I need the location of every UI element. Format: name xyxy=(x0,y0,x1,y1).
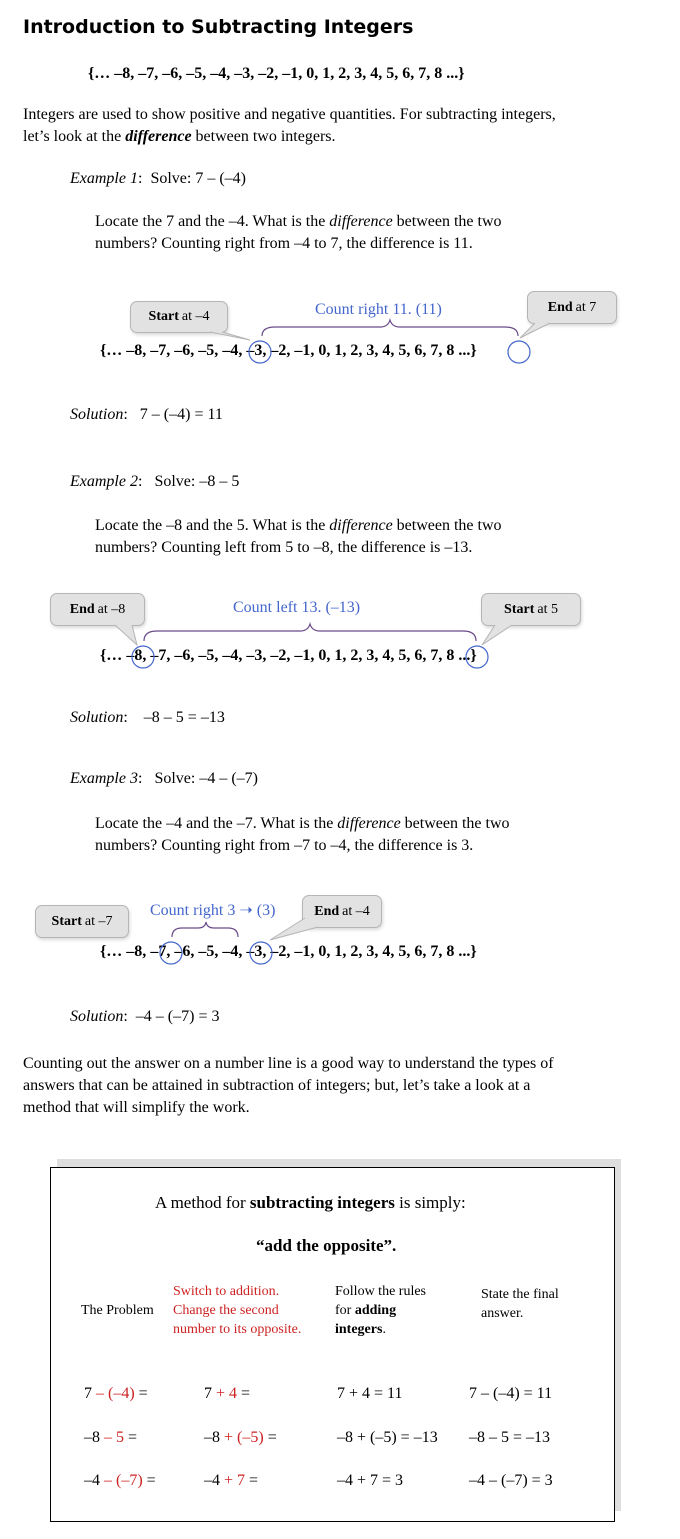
table-row xyxy=(84,1385,148,1403)
header-switch-1: Switch to addition. xyxy=(173,1284,280,1299)
ex1-desc-emph: difference xyxy=(329,213,393,230)
method-rule: “add the opposite”. xyxy=(256,1236,397,1255)
ex2-desc-emph: difference xyxy=(329,517,393,534)
row3-switch-b: + 7 xyxy=(220,1472,246,1489)
method-intro-bold: subtracting integers xyxy=(249,1193,395,1212)
intro-emphasis: difference xyxy=(125,128,192,145)
header-problem: The Problem xyxy=(81,1303,154,1318)
example-3-solution: Solution: –4 – (–7) = 3 xyxy=(70,1008,220,1025)
ex1-count-brace xyxy=(262,320,518,336)
ex1-start-bold: Start xyxy=(148,309,179,324)
ex1-start-circle xyxy=(249,341,271,363)
page-title: Introduction to Subtracting Integers xyxy=(23,16,414,38)
ex3-nl-c: , –6, –5, xyxy=(166,943,223,960)
row1-problem-c: = xyxy=(134,1385,148,1402)
example-3-heading: Example 3: Solve: –4 – (–7) xyxy=(70,770,258,787)
ex3-start-rest: at –7 xyxy=(84,913,113,929)
row1-switch-b: + 4 xyxy=(212,1385,238,1402)
ex3-nl-e: , –3, –2, –1, 0, 1, 2, 3, 4, 5, 6, 7, 8 ...} xyxy=(238,943,477,960)
row2-switch-b: + (–5) xyxy=(220,1429,264,1446)
ex3-desc-line2: numbers? Counting right from –7 to –4, the difference is 3. xyxy=(95,837,474,854)
ex3-end-tail xyxy=(270,918,318,940)
ex2-nl-e: , 6, 7, 8 ...} xyxy=(406,647,477,664)
ex3-end-circle xyxy=(250,942,272,964)
ex2-nl-c: , –7, –6, –5, –4, –3, –2, –1, 0, 1, 2, 3, 4, xyxy=(142,647,399,664)
ex3-end-rest: at –4 xyxy=(342,903,370,919)
ex2-nl-a: {… xyxy=(100,647,127,664)
ex3-count-label: Count right 3 ➝ (3) xyxy=(150,902,276,919)
row1-switch-c: = xyxy=(237,1385,251,1402)
ex2-start-rest: at 5 xyxy=(537,601,558,617)
row1-follow: 7 + 4 = 11 xyxy=(337,1385,403,1402)
ex2-desc-line2: numbers? Counting left from 5 to –8, the difference is –13. xyxy=(95,539,473,556)
outro-line-3: method that will simplify the work. xyxy=(23,1099,250,1116)
row2-switch-a: –8 xyxy=(204,1429,220,1446)
method-intro-b: is simply: xyxy=(394,1193,466,1212)
row2-answer: –8 – 5 = –13 xyxy=(469,1429,551,1446)
ex3-start-circle xyxy=(160,942,182,964)
row2-problem-b: – 5 xyxy=(100,1429,124,1446)
header-follow-2b: adding xyxy=(354,1303,397,1318)
ex1-start-tail xyxy=(210,332,250,340)
example-1-label: Example 1 xyxy=(70,170,138,187)
example-2-heading: Example 2: Solve: –8 – 5 xyxy=(70,473,240,490)
ex3-desc-emph: difference xyxy=(337,815,401,832)
example-2-solution: Solution: –8 – 5 = –13 xyxy=(70,709,225,726)
method-box-shadow-top xyxy=(57,1159,621,1167)
header-switch-3: number to its opposite. xyxy=(173,1322,302,1337)
ex3-end-bold: End xyxy=(314,903,340,919)
row3-switch xyxy=(204,1472,258,1490)
example-1-solve: Solve: 7 – (–4) xyxy=(150,170,246,187)
example-3-label: Example 3 xyxy=(70,770,138,787)
ex2-desc-b: between the two xyxy=(392,517,502,534)
row2-follow: –8 + (–5) = –13 xyxy=(337,1429,438,1446)
method-box xyxy=(50,1167,615,1522)
ex2-start-tail xyxy=(482,625,512,645)
ex1-desc-a: Locate the 7 and the –4. What is the xyxy=(95,213,330,230)
ex1-desc-b: between the two xyxy=(392,213,502,230)
row1-problem-a: 7 xyxy=(84,1385,92,1402)
row1-switch-a: 7 xyxy=(204,1385,212,1402)
ex3-count-brace xyxy=(172,922,238,937)
header-answer-1: State the final xyxy=(481,1287,559,1302)
ex3-nl-end-number: –4 xyxy=(222,943,239,960)
ex1-nl-start-number: –4 xyxy=(222,342,239,359)
ex1-solution-label: Solution xyxy=(70,406,124,423)
row3-problem-a: –4 xyxy=(84,1472,100,1489)
ex1-nl-e: , 8 ...} xyxy=(438,342,477,359)
ex2-nl-start-number: 5 xyxy=(398,647,407,664)
ex2-solution-label: Solution xyxy=(70,709,124,726)
row2-problem-a: –8 xyxy=(84,1429,100,1446)
row2-switch xyxy=(204,1429,277,1447)
outro-paragraph xyxy=(23,1053,663,1119)
intro-line-1: Integers are used to show positive and negative quantities. For subtracting integers, xyxy=(23,106,556,123)
ex2-start-circle xyxy=(466,646,488,668)
ex3-solution-value: –4 – (–7) = 3 xyxy=(135,1008,220,1025)
row1-problem-b: – (–4) xyxy=(92,1385,135,1402)
table-row xyxy=(84,1429,137,1447)
header-follow xyxy=(335,1282,465,1339)
row3-answer: –4 – (–7) = 3 xyxy=(469,1472,553,1489)
example-2-label: Example 2 xyxy=(70,473,138,490)
ex3-nl-start-number: –7 xyxy=(150,943,167,960)
header-follow-3b: . xyxy=(382,1322,386,1337)
intro-line-2-start: let’s look at the xyxy=(23,128,126,145)
row3-problem-c: = xyxy=(142,1472,156,1489)
row1-answer: 7 – (–4) = 11 xyxy=(469,1385,553,1402)
row2-problem-c: = xyxy=(124,1429,138,1446)
table-row xyxy=(84,1472,156,1490)
method-intro-a: A method for xyxy=(155,1193,250,1212)
ex1-desc-line2: numbers? Counting right from –4 to 7, the difference is 11. xyxy=(95,235,473,252)
example-1-solution: Solution: 7 – (–4) = 11 xyxy=(70,406,223,423)
row2-switch-c: = xyxy=(263,1429,277,1446)
row3-problem-b: – (–7) xyxy=(100,1472,143,1489)
intro-line-2-end: between two integers. xyxy=(191,128,336,145)
row3-follow: –4 + 7 = 3 xyxy=(337,1472,404,1489)
header-answer-2: answer. xyxy=(481,1306,524,1321)
ex1-solution-value: 7 – (–4) = 11 xyxy=(139,406,223,423)
ex2-end-tail xyxy=(115,625,137,645)
ex3-nl-a: {… –8, xyxy=(100,943,151,960)
outro-line-1: Counting out the answer on a number line is a good way to understand the types of xyxy=(23,1055,554,1072)
row3-switch-c: = xyxy=(245,1472,259,1489)
ex1-nl-c: , –3, –2, –1, 0, 1, 2, 3, 4, 5, 6, xyxy=(238,342,431,359)
ex2-start-bold: Start xyxy=(504,601,535,617)
ex2-count-brace xyxy=(144,624,476,641)
outro-line-2: answers that can be attained in subtraction of integers; but, let’s take a look at a xyxy=(23,1077,531,1094)
header-answer xyxy=(481,1285,601,1323)
ex2-end-bold: End xyxy=(69,601,95,617)
ex1-end-rest: at 7 xyxy=(575,299,597,315)
header-switch xyxy=(173,1282,333,1339)
ex1-nl-end-number: 7 xyxy=(430,342,439,359)
method-intro xyxy=(155,1193,466,1213)
ex3-desc-a: Locate the –4 and the –7. What is the xyxy=(95,815,338,832)
ex2-nl-end-number: –8 xyxy=(126,647,143,664)
example-3-solve: Solve: –4 – (–7) xyxy=(154,770,258,787)
integer-set: {… –8, –7, –6, –5, –4, –3, –2, –1, 0, 1, 2, 3, 4, 5, 6, 7, 8 ...} xyxy=(88,65,465,82)
ex1-nl-a: {… –8, –7, –6, –5, xyxy=(100,342,223,359)
header-switch-2: Change the second xyxy=(173,1303,279,1318)
example-1-heading: Example 1: Solve: 7 – (–4) xyxy=(70,170,246,187)
ex2-count-label: Count left 13. (–13) xyxy=(233,599,361,616)
ex2-end-rest: at –8 xyxy=(97,601,126,617)
ex1-end-circle xyxy=(508,341,530,363)
header-follow-3a: integers xyxy=(335,1322,383,1337)
header-follow-1: Follow the rules xyxy=(335,1284,426,1299)
ex2-end-circle xyxy=(132,646,154,668)
ex1-end-tail xyxy=(520,323,550,338)
ex1-end-bold: End xyxy=(547,299,573,315)
header-follow-2a: for xyxy=(335,1303,355,1318)
ex1-start-rest: at –4 xyxy=(181,309,210,324)
ex3-desc-b: between the two xyxy=(400,815,510,832)
ex1-count-label: Count right 11. (11) xyxy=(315,301,442,318)
ex2-desc-a: Locate the –8 and the 5. What is the xyxy=(95,517,330,534)
row3-switch-a: –4 xyxy=(204,1472,220,1489)
row1-switch xyxy=(204,1385,250,1403)
ex3-solution-label: Solution xyxy=(70,1008,124,1025)
ex3-start-bold: Start xyxy=(51,913,82,929)
example-2-solve: Solve: –8 – 5 xyxy=(154,473,240,490)
ex2-solution-value: –8 – 5 = –13 xyxy=(143,709,225,726)
